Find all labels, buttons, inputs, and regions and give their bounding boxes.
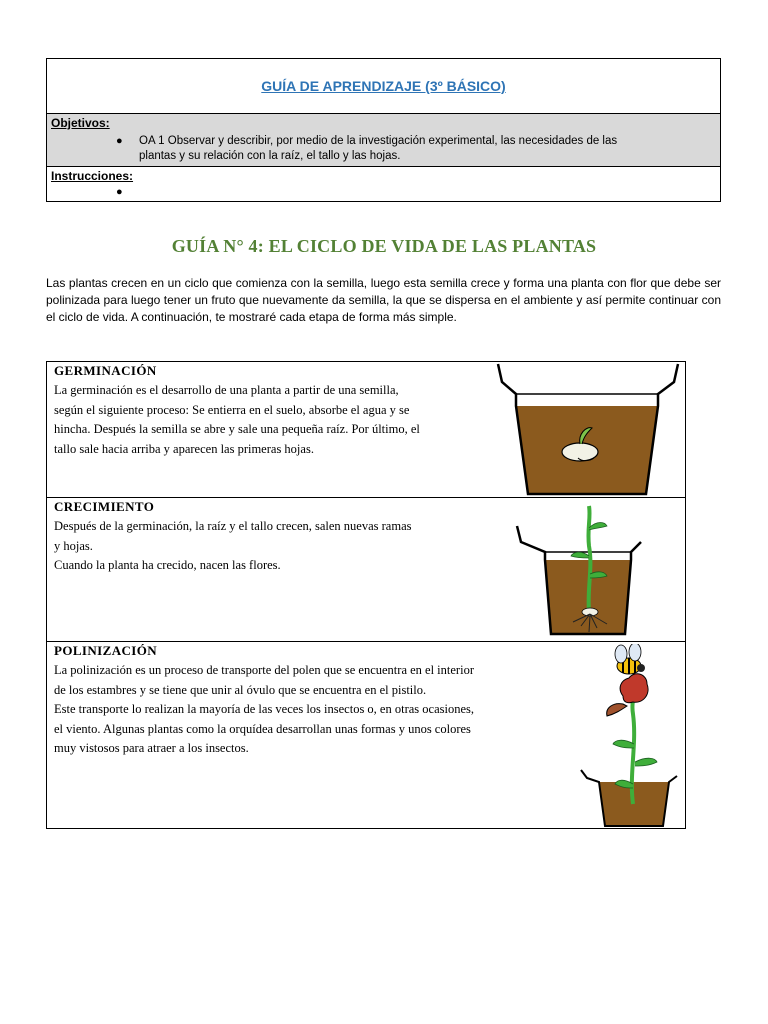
instructions-label: Instrucciones: [51, 169, 134, 183]
pollination-pot-image [577, 644, 683, 828]
header-title: GUÍA DE APRENDIZAJE (3º BÁSICO) [261, 78, 506, 94]
growth-pot-image [507, 498, 647, 640]
objective-line-2: plantas y su relación con la raíz, el tallo y las hojas. [139, 150, 401, 162]
header-title-row [47, 59, 720, 114]
stage-line: Cuando la planta ha crecido, nacen las flores. [54, 558, 281, 572]
stage-line: y hojas. [54, 538, 93, 553]
objectives-row [47, 114, 720, 167]
stage-title: POLINIZACIÓN [54, 643, 158, 658]
stage-pollination [47, 642, 685, 828]
intro-paragraph: Las plantas crecen en un ciclo que comienza con la semilla, luego esta semilla crece y forma una planta con flor que debe ser polinizada para luego tener un fruto que nuevamente da semilla, la que se dispersa en el ambiente y así permite continuar con el ciclo de vida. A continuación, te mostraré cada etapa de forma más simple. [46, 276, 721, 324]
stages-table [46, 361, 686, 829]
stage-line: tallo sale hacia arriba y aparecen las primeras hojas. [54, 441, 314, 456]
stage-line: Este transporte lo realizan la mayoría de las veces los insectos o, en otras ocasiones, [54, 702, 474, 716]
stage-line: hincha. Después la semilla se abre y sale una pequeña raíz. Por último, el [54, 422, 420, 436]
stage-text [54, 661, 474, 759]
objective-line-1: OA 1 Observar y describir, por medio de la investigación experimental, las necesidades de las [139, 135, 618, 147]
guide-title: GUÍA N° 4: EL CICLO DE VIDA DE LAS PLANTAS [171, 236, 597, 256]
stage-line: Después de la germinación, la raíz y el tallo crecen, salen nuevas ramas [54, 519, 412, 533]
objective-bullet: ● [116, 135, 123, 147]
stage-germination [47, 362, 685, 498]
stage-text [54, 517, 411, 576]
stage-line: según el siguiente proceso: Se entierra en el suelo, absorbe el agua y se [54, 402, 410, 417]
germination-pot-image [492, 362, 685, 496]
instructions-row [47, 167, 720, 201]
header-table [46, 58, 721, 202]
stage-line: La germinación es el desarrollo de una planta a partir de una semilla, [54, 383, 399, 397]
objective-text [139, 134, 714, 164]
stage-line: La polinización es un proceso de transporte del polen que se encuentra en el interior [54, 663, 474, 677]
stage-line: de los estambres y se tiene que unir al óvulo que se encuentra en el pistilo. [54, 682, 427, 697]
instructions-bullet: ● [116, 186, 123, 198]
stage-title: GERMINACIÓN [54, 363, 157, 378]
stage-line: el viento. Algunas plantas como la orquídea desarrollan unas formas y unos colores [54, 721, 471, 736]
objectives-label: Objetivos: [51, 116, 110, 130]
stage-growth [47, 498, 685, 642]
stage-title: CRECIMIENTO [54, 499, 155, 514]
stage-line: muy vistosos para atraer a los insectos. [54, 741, 249, 755]
stage-text [54, 381, 420, 459]
